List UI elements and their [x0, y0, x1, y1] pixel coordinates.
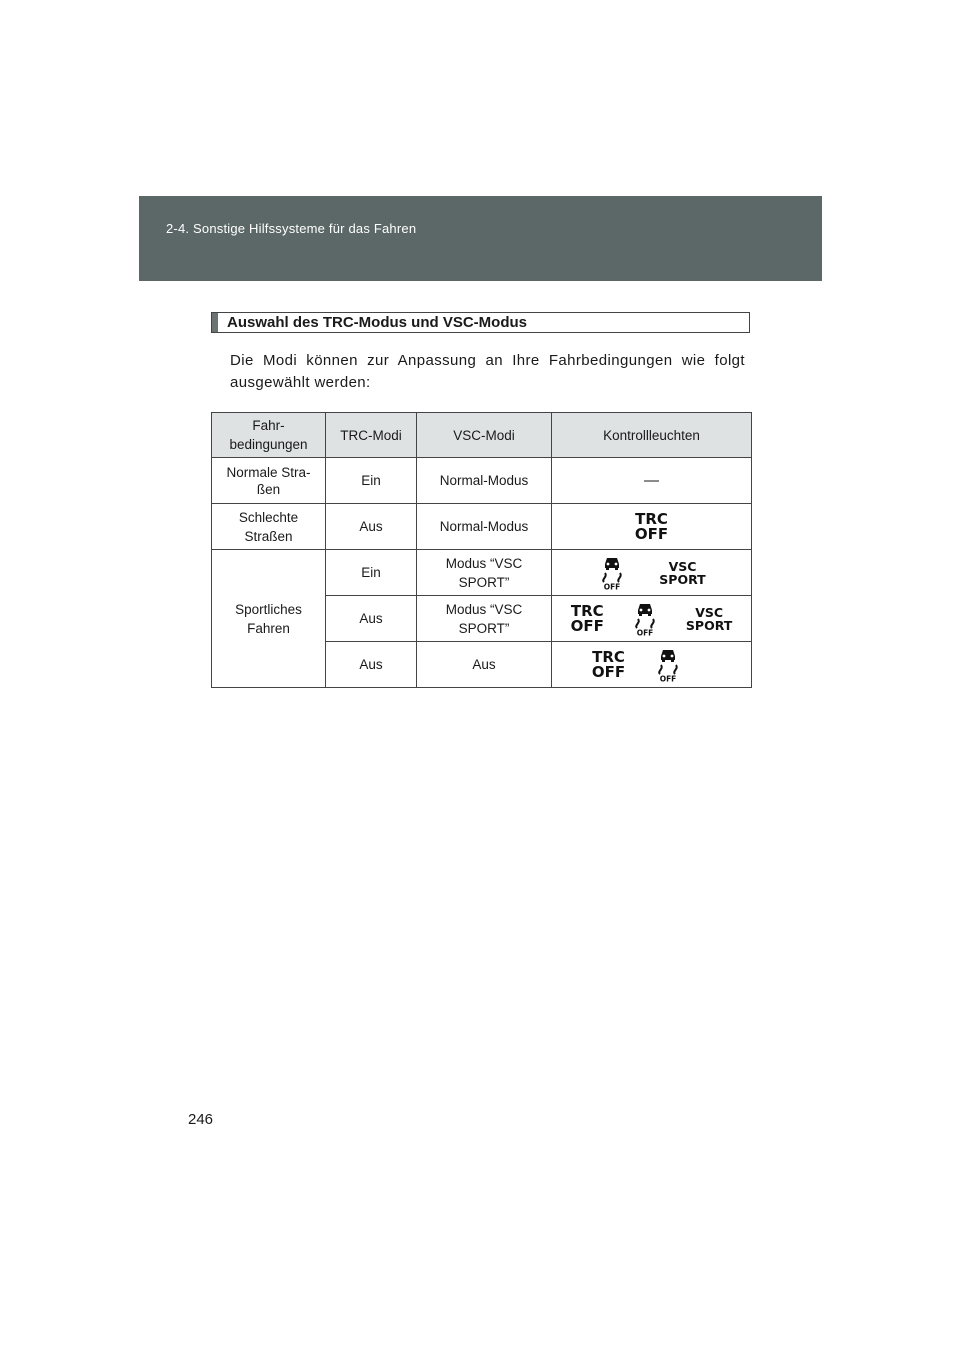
vsc-mode-cell: Modus “VSC SPORT” [417, 550, 552, 596]
trc-off-indicator-icon: TRC OFF [634, 509, 669, 543]
chapter-title: 2-4. Sonstige Hilfssysteme für das Fahren [166, 221, 417, 236]
page-number: 246 [188, 1111, 214, 1128]
svg-text:OFF: OFF [636, 628, 654, 637]
vsc-sport-indicator-icon: VSC SPORT [685, 604, 733, 633]
header-vsc-modes: VSC-Modi [417, 413, 552, 458]
mode-table [211, 412, 752, 688]
trc-off-indicator-icon: TRC OFF [570, 601, 604, 635]
svg-text:OFF: OFF [603, 582, 621, 591]
trc-mode-cell: Aus [326, 596, 417, 642]
header-indicators: Kontrollleuchten [552, 413, 752, 458]
table-row [212, 458, 752, 504]
slip-indicator-off-icon [597, 555, 627, 591]
trc-mode-cell: Aus [326, 642, 417, 688]
slip-indicator-off-icon [630, 601, 660, 637]
table-row [212, 550, 752, 596]
table-header-row [212, 413, 752, 458]
indicator-cell [552, 642, 752, 688]
trc-off-indicator-icon: TRC OFF [591, 647, 626, 681]
slip-indicator-off-icon [653, 647, 683, 683]
section-title-box [211, 312, 750, 333]
vsc-sport-indicator-icon: VSC SPORT [659, 558, 706, 587]
indicator-cell [552, 550, 752, 596]
indicator-cell [552, 596, 752, 642]
condition-cell: Sportliches Fahren [212, 550, 326, 688]
condition-cell: Schlechte Straßen [212, 504, 326, 550]
section-title: Auswahl des TRC-Modus und VSC-Modus [227, 314, 527, 331]
no-indicator-dash: — [644, 472, 659, 489]
header-conditions: Fahr- bedingungen [212, 413, 326, 458]
indicator-cell [552, 504, 752, 550]
trc-mode-cell: Aus [326, 504, 417, 550]
indicator-cell [552, 458, 752, 504]
trc-mode-cell: Ein [326, 550, 417, 596]
intro-paragraph: Die Modi können zur Anpassung an Ihre Fahrbedingungen wie folgt ausgewählt werden: [230, 352, 745, 391]
table-row [212, 504, 752, 550]
condition-cell: Normale Stra- ßen [212, 458, 326, 504]
vsc-mode-cell: Normal-Modus [417, 504, 552, 550]
vsc-mode-cell: Normal-Modus [417, 458, 552, 504]
vsc-mode-cell: Modus “VSC SPORT” [417, 596, 552, 642]
section-title-accent-bar [212, 313, 218, 332]
chapter-header-band [139, 196, 822, 281]
svg-text:OFF: OFF [659, 674, 677, 683]
header-trc-modes: TRC-Modi [326, 413, 417, 458]
vsc-mode-cell: Aus [417, 642, 552, 688]
trc-mode-cell: Ein [326, 458, 417, 504]
